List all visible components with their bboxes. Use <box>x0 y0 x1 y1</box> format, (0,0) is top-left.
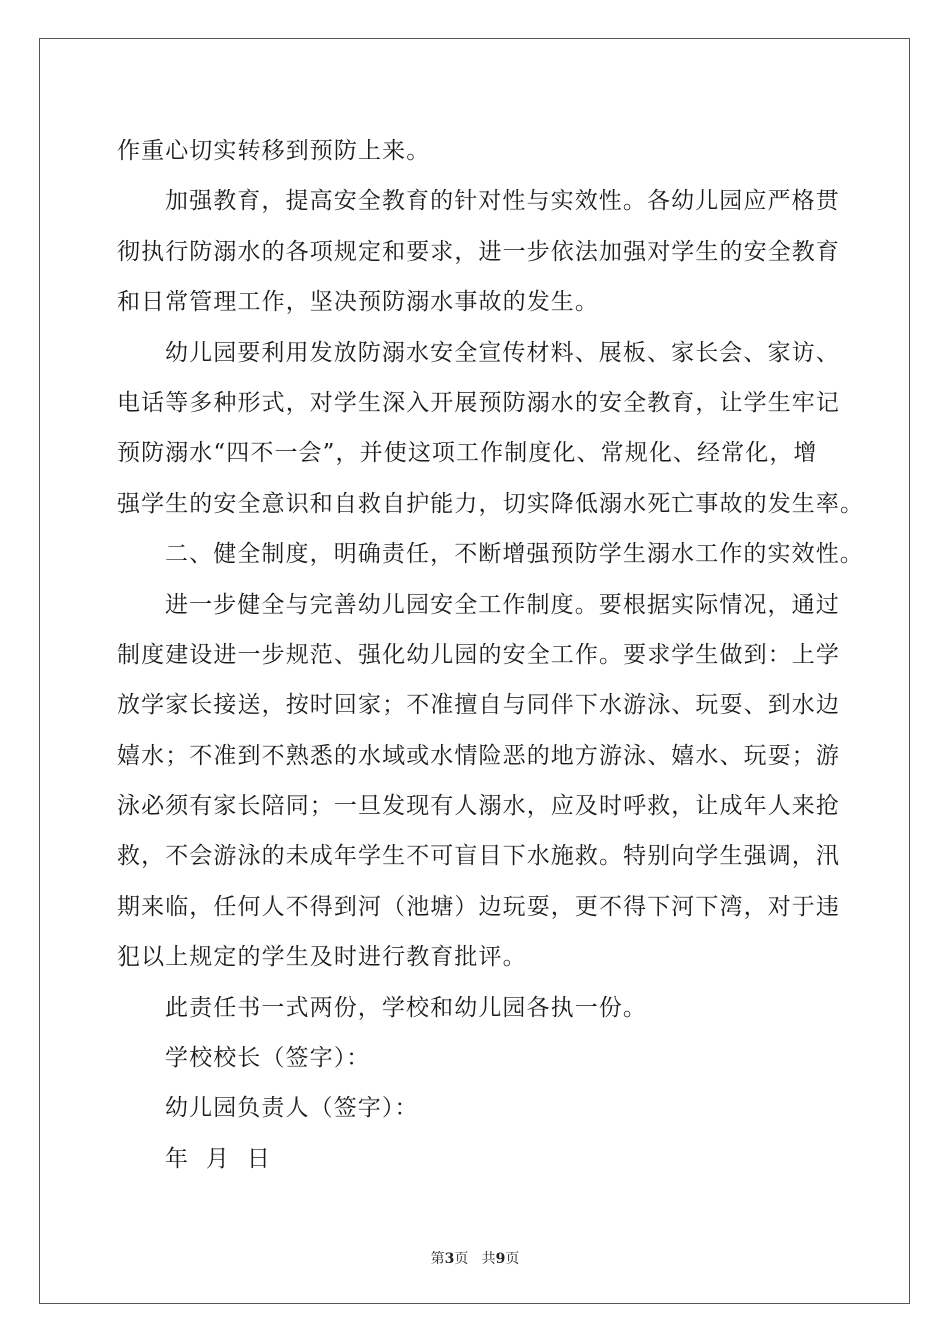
page-number <box>0 1248 950 1268</box>
text-line: 进一步健全与完善幼儿园安全工作制度。要根据实际情况，通过 <box>165 591 840 618</box>
text-line: 制度建设进一步规范、强化幼儿园的安全工作。要求学生做到：上学 <box>117 641 840 668</box>
text-line: 强学生的安全意识和自救自护能力，切实降低溺水死亡事故的发生率。 <box>117 490 865 517</box>
text-line: 期来临，任何人不得到河（池塘）边玩耍，更不得下河下湾，对于违 <box>117 893 840 920</box>
section-heading: 二、健全制度，明确责任，不断增强预防学生溺水工作的实效性。 <box>165 541 864 568</box>
total-pages: 9 <box>495 1251 506 1267</box>
page-mid: 页 共 <box>454 1251 496 1267</box>
text-line: 和日常管理工作，坚决预防溺水事故的发生。 <box>117 289 599 316</box>
text-line: 彻执行防溺水的各项规定和要求，进一步依法加强对学生的安全教育 <box>117 238 840 265</box>
text-line: 救，不会游泳的未成年学生不可盲目下水施救。特别向学生强调，汛 <box>117 843 840 870</box>
date-line: 年 月 日 <box>165 1145 271 1172</box>
text-line: 预防溺水“四不一会”，并使这项工作制度化、常规化、经常化，增 <box>117 440 818 467</box>
text-line: 电话等多种形式，对学生深入开展预防溺水的安全教育，让学生牢记 <box>117 389 840 416</box>
text-line: 泳必须有家长陪同；一旦发现有人溺水，应及时呼救，让成年人来抢 <box>117 793 840 820</box>
kindergarten-signature-line: 幼儿园负责人（签字）： <box>165 1095 419 1122</box>
document-body <box>117 126 865 1184</box>
text-line: 幼儿园要利用发放防溺水安全宣传材料、展板、家长会、家访、 <box>165 339 840 366</box>
text-line: 犯以上规定的学生及时进行教育批评。 <box>117 944 527 971</box>
text-line: 作重心切实转移到预防上来。 <box>117 138 431 164</box>
text-line: 嬉水；不准到不熟悉的水域或水情险恶的地方游泳、嬉水、玩耍；游 <box>117 742 840 769</box>
page-prefix: 第 <box>430 1251 445 1267</box>
text-line: 放学家长接送，按时回家；不准擅自与同伴下水游泳、玩耍、到水边 <box>117 692 840 719</box>
principal-signature-line: 学校校长（签字）： <box>165 1045 371 1072</box>
text-line: 此责任书一式两份，学校和幼儿园各执一份。 <box>165 994 647 1021</box>
text-line: 加强教育，提高安全教育的针对性与实效性。各幼儿园应严格贯 <box>165 188 840 215</box>
current-page: 3 <box>444 1251 455 1267</box>
page-suffix: 页 <box>505 1251 520 1267</box>
